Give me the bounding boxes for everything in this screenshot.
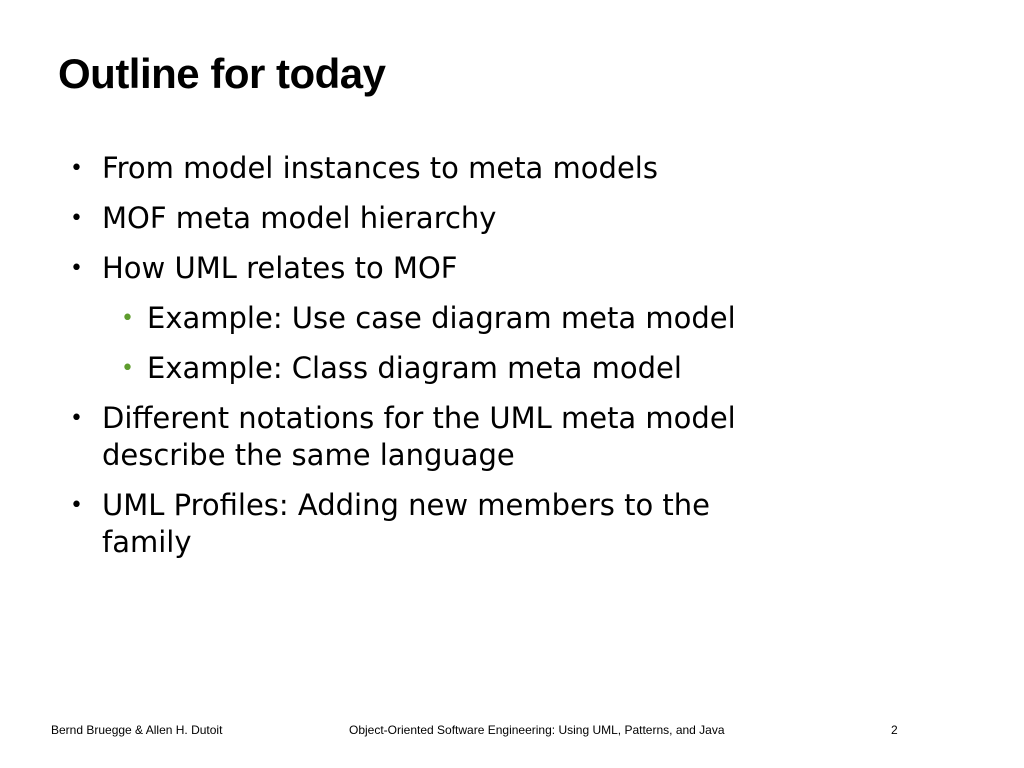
bullet-text: Different notations for the UML meta model describe the same language [102, 401, 736, 472]
sub-bullet-item [0, 300, 792, 337]
sub-bullet-icon: • [121, 356, 134, 381]
bullet-text: From model instances to meta models [102, 151, 658, 185]
bullet-icon: • [70, 406, 83, 431]
bullet-text: MOF meta model hierarchy [102, 201, 497, 235]
bullet-text: How UML relates to MOF [102, 251, 458, 285]
sub-bullet-icon: • [121, 306, 134, 331]
sub-bullet-item [0, 350, 792, 387]
bullet-icon: • [70, 256, 83, 281]
bullet-text: Example: Class diagram meta model [147, 351, 682, 385]
bullet-icon: • [70, 206, 83, 231]
footer-authors: Bernd Bruegge & Allen H. Dutoit [51, 723, 223, 737]
bullet-item [0, 150, 792, 187]
bullet-item [0, 200, 792, 237]
bullet-item [0, 250, 792, 287]
footer-book-title: Object-Oriented Software Engineering: Using UML, Patterns, and Java [349, 723, 725, 737]
bullet-icon: • [70, 493, 83, 518]
bullet-item [0, 400, 792, 474]
bullet-icon: • [70, 156, 83, 181]
bullet-list [0, 150, 1024, 574]
slide-title: Outline for today [58, 50, 386, 97]
bullet-text: UML Profiles: Adding new members to the family [102, 488, 711, 559]
bullet-text: Example: Use case diagram meta model [147, 301, 736, 335]
footer-page-number: 2 [891, 723, 898, 737]
bullet-item [0, 487, 792, 561]
